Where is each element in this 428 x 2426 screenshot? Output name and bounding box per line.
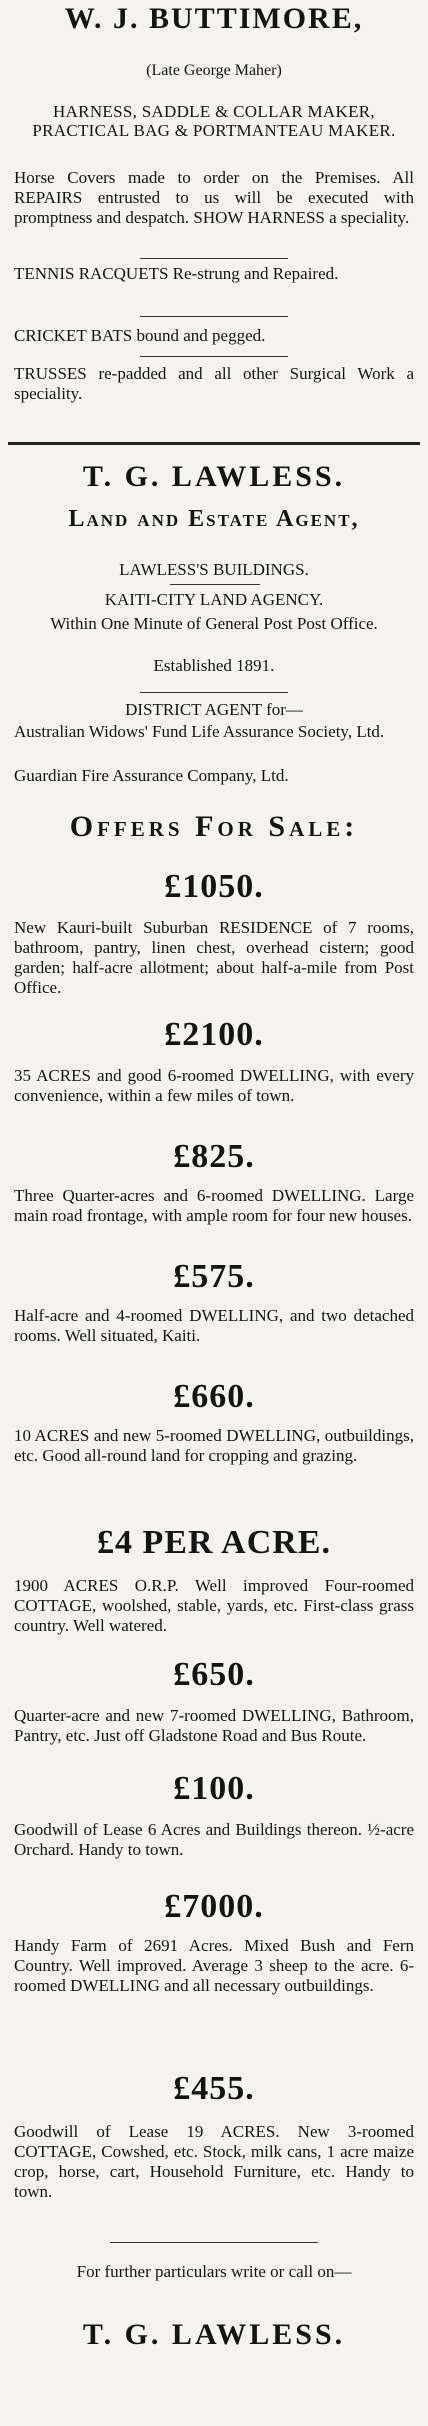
lawless-name: T. G. LAWLESS.: [82, 460, 346, 493]
divider: [140, 316, 288, 317]
lawless-buildings: LAWLESS'S BUILDINGS.: [119, 560, 309, 579]
listing-text: Handy Farm of 2691 Acres. Mixed Bush and Fern Country. Well improved. Average 3 sheep to the acre. 6-roomed DWELLING and all necessary outbuildings.: [14, 1936, 414, 1995]
footer-further: For further particulars write or call on—: [76, 2262, 352, 2281]
lawless-agency: KAITI-CITY LAND AGENCY.: [104, 590, 324, 609]
buttimore-trusses: TRUSSES re-padded and all other Surgical Work a speciality.: [14, 364, 414, 403]
lawless-established: Established 1891.: [153, 656, 275, 675]
buttimore-trade: HARNESS, SADDLE & COLLAR MAKER, PRACTICAL BAG & PORTMANTEAU MAKER.: [32, 102, 396, 140]
listing-price: £2100.: [164, 1016, 264, 1053]
listing-price: £1050.: [164, 868, 264, 905]
listing-text: 10 ACRES and new 5-roomed DWELLING, outbuildings, etc. Good all-round land for cropping and grazing.: [14, 1426, 414, 1465]
listing-text: 35 ACRES and good 6-roomed DWELLING, with every convenience, within a few miles of town.: [14, 1066, 414, 1105]
footer-name: T. G. LAWLESS.: [82, 2318, 346, 2351]
lawless-widows: Australian Widows' Fund Life Assurance Society, Ltd.: [14, 722, 385, 741]
listing-text: Half-acre and 4-roomed DWELLING, and two detached rooms. Well situated, Kaiti.: [14, 1306, 414, 1345]
listing-text: Goodwill of Lease 19 ACRES. New 3-roomed COTTAGE, Cowshed, etc. Stock, milk cans, 1 acre maize crop, horse, cart, Household Furniture, etc. Handy to town.: [14, 2122, 414, 2201]
listing-price: £575.: [173, 1258, 255, 1295]
listing-price: £650.: [173, 1656, 255, 1693]
lawless-district-agent: DISTRICT AGENT for—: [125, 700, 303, 719]
offers-for-sale-heading: Offers For Sale:: [69, 810, 359, 843]
section-divider: [8, 442, 420, 445]
lawless-guardian: Guardian Fire Assurance Company, Ltd.: [14, 766, 289, 785]
buttimore-name: W. J. BUTTIMORE,: [64, 2, 364, 35]
listing-price: £100.: [173, 1770, 255, 1807]
listing-text: 1900 ACRES O.R.P. Well improved Four-roomed COTTAGE, woolshed, stable, yards, etc. First-class grass country. Well watered.: [14, 1576, 414, 1635]
listing-price: £455.: [173, 2070, 255, 2107]
divider: [170, 584, 260, 585]
buttimore-late: (Late George Maher): [146, 62, 282, 79]
listing-text: Goodwill of Lease 6 Acres and Buildings thereon. ½-acre Orchard. Handy to town.: [14, 1820, 414, 1859]
listing-price: £7000.: [164, 1888, 264, 1925]
divider: [110, 2242, 318, 2243]
buttimore-cricket: CRICKET BATS bound and pegged.: [14, 326, 266, 345]
divider: [140, 258, 288, 259]
lawless-location: Within One Minute of General Post Post Office.: [50, 614, 378, 633]
listing-text: New Kauri-built Suburban RESIDENCE of 7 rooms, bathroom, pantry, linen chest, overhead cistern; good garden; half-acre allotment; about half-a-mile from Post Office.: [14, 918, 414, 997]
buttimore-tennis: TENNIS RACQUETS Re-strung and Repaired.: [14, 264, 339, 283]
listing-price: £825.: [173, 1138, 255, 1175]
listing-text: Three Quarter-acres and 6-roomed DWELLING. Large main road frontage, with ample room for four new houses.: [14, 1186, 414, 1225]
divider: [140, 356, 288, 357]
listing-price: £660.: [173, 1378, 255, 1415]
divider: [140, 692, 288, 693]
buttimore-covers: Horse Covers made to order on the Premises. All REPAIRS entrusted to us will be executed with promptness and despatch. SHOW HARNESS a speciality.: [14, 168, 414, 227]
listing-text: Quarter-acre and new 7-roomed DWELLING, Bathroom, Pantry, etc. Just off Gladstone Road and Bus Route.: [14, 1706, 414, 1745]
listing-price: £4 PER ACRE.: [97, 1524, 331, 1561]
lawless-title: Land and Estate Agent,: [68, 506, 360, 532]
